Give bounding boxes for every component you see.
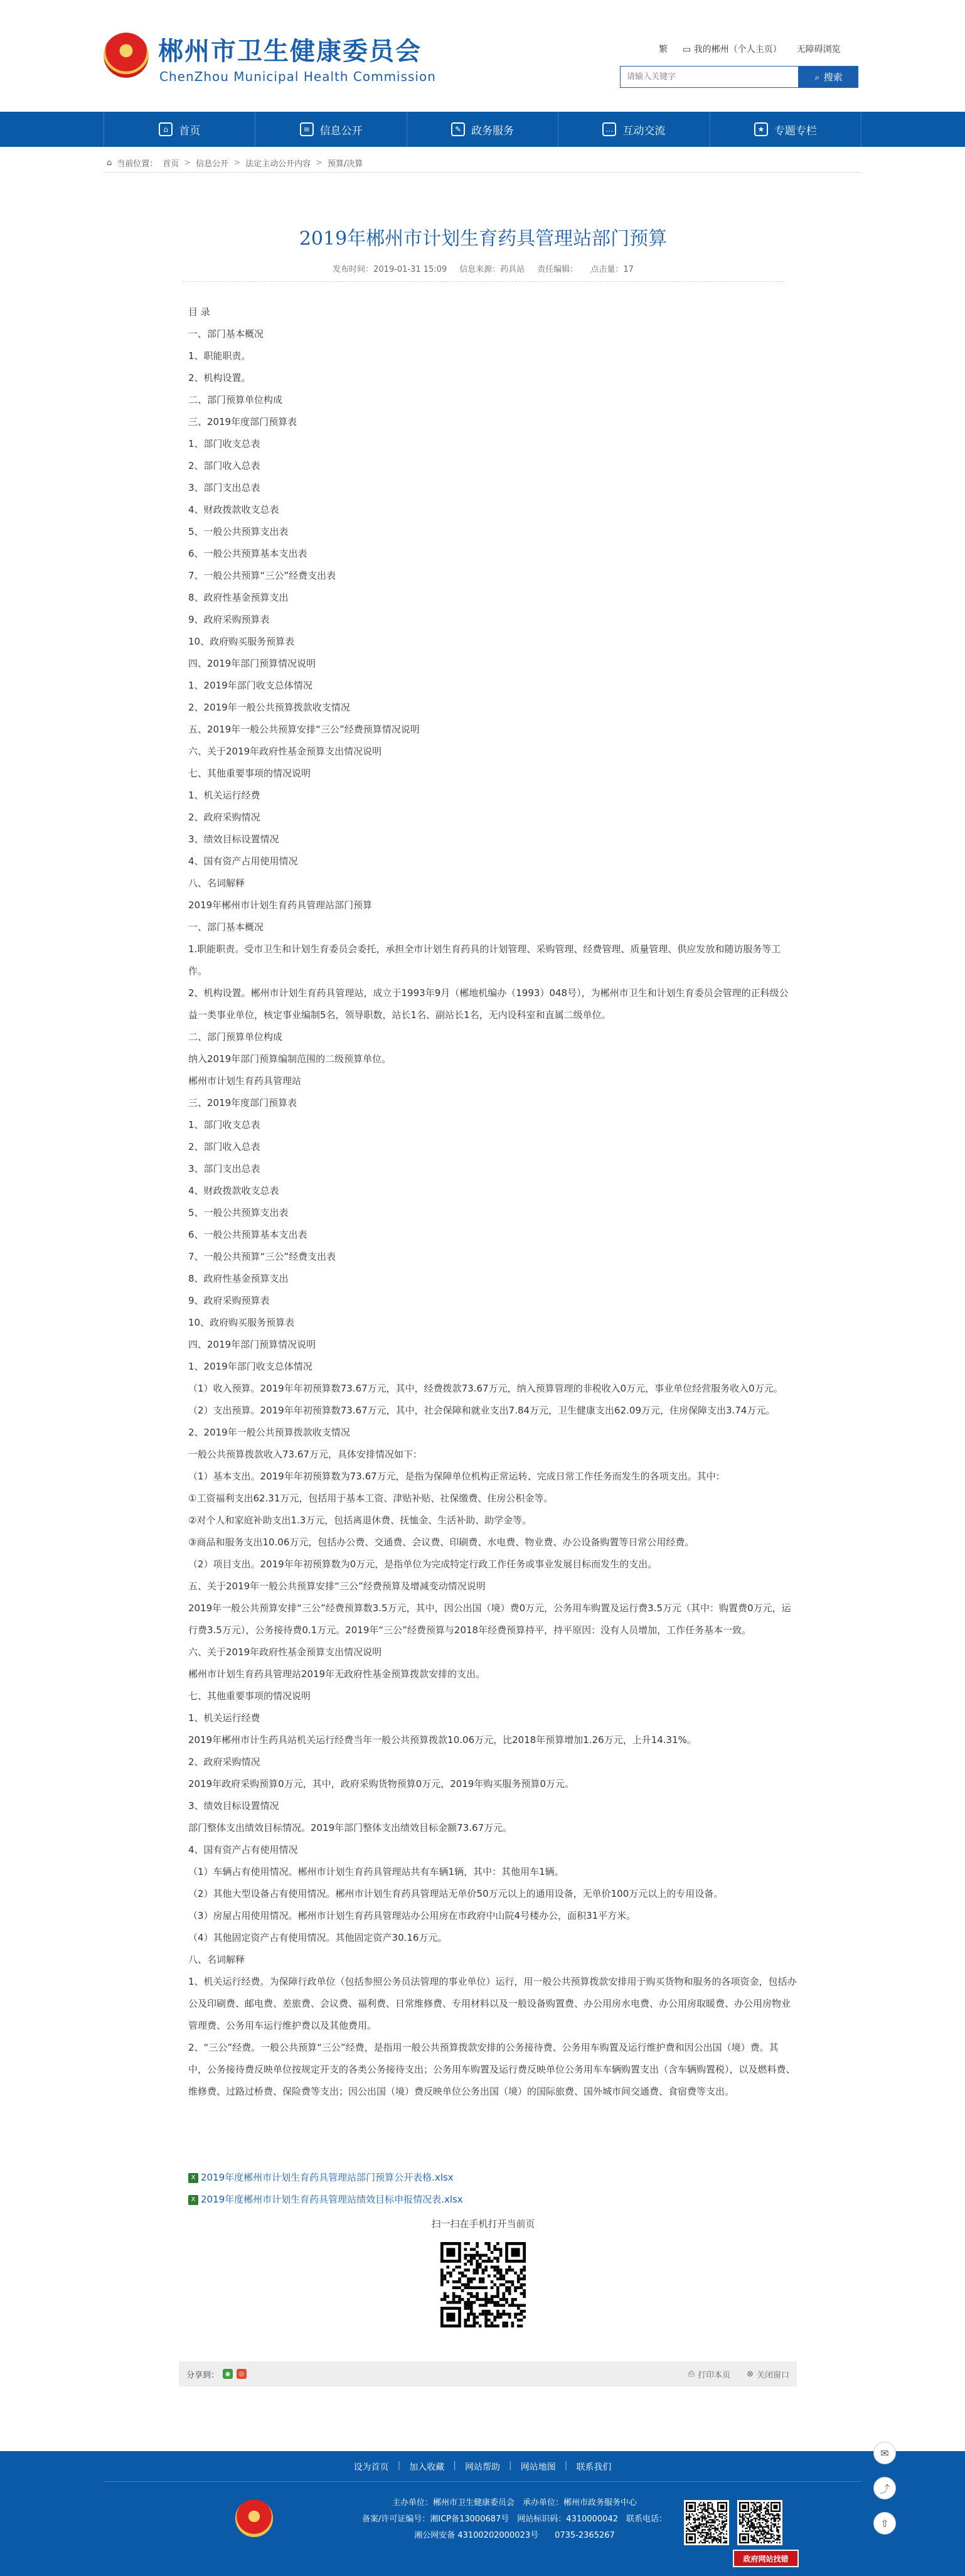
home-small-icon: ⌂ (107, 158, 112, 168)
article-paragraph: （1）车辆占有使用情况。郴州市计划生育药具管理站共有车辆1辆，其中：其他用车1辆。 (188, 1866, 564, 1877)
excel-file-icon: X (188, 2195, 198, 2205)
article-paragraph: 3、部门支出总表 (188, 1163, 260, 1174)
share-label: 分享到： (186, 2370, 220, 2380)
article-paragraph: 3、绩效目标设置情况 (188, 834, 279, 845)
attachment-link[interactable] (188, 2167, 797, 2189)
article-paragraph: （2）项目支出。2019年年初预算数为0万元，是指单位为完成特定行政工作任务或事业发展目标而发生的支出。 (188, 1559, 658, 1570)
close-window-button[interactable] (747, 2368, 789, 2380)
article-paragraph: 七、其他重要事项的情况说明 (188, 1690, 311, 1702)
page-qr-code (440, 2242, 526, 2327)
article-paragraph: 八、名词解释 (188, 1954, 245, 1965)
footer-icp: 备案/许可证编号：湘ICP备13000687号 网站标识码：4310000042 联系电话： (361, 2514, 667, 2524)
article-paragraph: 1、部门收支总表 (188, 1119, 260, 1130)
article-paragraph: ②对个人和家庭补助支出1.3万元，包括离退休费、抚恤金、生活补助、助学金等。 (188, 1515, 532, 1526)
edit-icon: ✎ (451, 122, 465, 136)
article-paragraph: 七、其他重要事项的情况说明 (188, 768, 311, 779)
nav-special-topics[interactable] (710, 112, 861, 147)
share-bar (179, 2361, 797, 2386)
article-paragraph: 2019年政府采购预算0万元，其中，政府采购货物预算0万元，2019年购买服务预算0万元。 (188, 1778, 574, 1790)
article-paragraph: 4、国有资产占有使用情况 (188, 1844, 298, 1855)
nav-info-public[interactable] (255, 112, 407, 147)
nav-gov-service-label: 政务服务 (471, 124, 514, 137)
article-paragraph: 八、名词解释 (188, 877, 245, 889)
party-gov-badge[interactable] (235, 2499, 273, 2537)
breadcrumb-separator: > (184, 158, 191, 168)
nav-gov-service[interactable] (407, 112, 558, 147)
article-paragraph: （1）收入预算。2019年年初预算数73.67万元，其中，经费拨款73.67万元，纳入预算管理的非税收入0万元，事业单位经营服务收入0万元。 (188, 1383, 783, 1394)
nav-home-label: 首页 (179, 124, 201, 137)
article-paragraph: 1、2019年部门收支总体情况 (188, 1361, 312, 1372)
article-paragraph: 四、2019年部门预算情况说明 (188, 658, 316, 669)
breadcrumb-budget[interactable]: 预算/决算 (328, 159, 363, 169)
article-paragraph: 9、政府采购预算表 (188, 1295, 270, 1306)
article-paragraph: 8、政府性基金预算支出 (188, 1273, 289, 1284)
article-paragraph: 5、一般公共预算支出表 (188, 526, 289, 537)
site-name-en: ChenZhou Municipal Health Commission (159, 69, 436, 84)
article-paragraph: 二、部门预算单位构成 (188, 394, 283, 405)
nav-home[interactable] (104, 112, 255, 147)
article-paragraph: 部门整体支出绩效目标情况。2019年部门整体支出绩效目标金额73.67万元。 (188, 1822, 513, 1833)
breadcrumb-statutory[interactable]: 法定主动公开内容 (245, 159, 311, 169)
article-paragraph: 9、政府采购预算表 (188, 614, 270, 625)
article-paragraph: ①工资福利支出62.31万元，包括用于基本工资、津贴补贴、社保缴费、住房公积金等。 (188, 1493, 553, 1504)
wechat-float-icon[interactable]: ✉ (873, 2442, 896, 2464)
article-paragraph: 五、关于2019年一般公共预算安排“三公”经费预算及增减变动情况说明 (188, 1580, 486, 1592)
article-paragraph: 6、一般公共预算基本支出表 (188, 1229, 307, 1240)
article-paragraph: 10、政府购买服务预算表 (188, 1317, 295, 1328)
nav-interaction-label: 互动交流 (622, 124, 666, 137)
article-paragraph: 5、一般公共预算支出表 (188, 1207, 289, 1218)
article-paragraph: 2、“三公”经费。一般公共预算“三公”经费，是指用一般公共预算拨款安排的公务接待费、公务用车购置及运行维护费和因公出国（境）费。其中，公务接待费反映单位按规定开支的各类公务接待支出；公务用车购置及运行费反映单位公务用车车辆购置支出（含车辆购置税），以及燃料费、维修费、过路过桥费、保险费等支出；因公出国（境）费反映单位公务出国（境）的国际旅费、国外城市间交通费、食宿费等支出。 (188, 2042, 796, 2097)
article-paragraph: 六、关于2019年政府性基金预算支出情况说明 (188, 1646, 382, 1658)
article-paragraph: 一般公共预算拨款收入73.67万元，具体安排情况如下： (188, 1449, 422, 1460)
article-paragraph: （2）其他大型设备占有使用情况。郴州市计划生育药具管理站无单价50万元以上的通用设备，无单价100万元以上的专用设备。 (188, 1888, 723, 1899)
article-paragraph: 2019年郴州市计划生育药具管理站部门预算 (188, 899, 373, 911)
breadcrumb-separator: > (233, 158, 241, 168)
print-label: 打印本页 (698, 2370, 731, 2380)
footer-separator: | (397, 2461, 401, 2471)
top-links (659, 43, 841, 55)
site-name-cn[interactable]: 郴州市卫生健康委员会 (158, 36, 422, 66)
main-nav (0, 112, 965, 147)
article-paragraph: ③商品和服务支出10.06万元，包括办公费、交通费、会议费、印刷费、水电费、物业费、办公设备购置等日常公用经费。 (188, 1537, 695, 1548)
site-header (0, 0, 965, 112)
nav-special-topics-label: 专题专栏 (774, 124, 817, 137)
article-paragraph: 2、政府采购情况 (188, 812, 260, 823)
breadcrumb-home[interactable]: 首页 (163, 159, 179, 169)
search-button-label: 搜索 (823, 72, 843, 83)
article-paragraph: 10、政府购买服务预算表 (188, 636, 295, 647)
home-icon: ⌂ (159, 122, 173, 136)
article-paragraph: 3、绩效目标设置情况 (188, 1800, 279, 1811)
back-to-top-icon[interactable]: ⇧ (873, 2512, 896, 2535)
article-paragraph: 2019年一般公共预算安排“三公”经费预算数3.5万元，其中，因公出国（境）费0万元，公务用车购置及运行费3.5万元（其中：购置费0万元，运行费3.5万元），公务接待费0.1万元。2019年“三公”经费预算与2018年经费预算持平，持平原因：没有人员增加，工作任务基本一致。 (188, 1602, 791, 1636)
article-paragraph: 五、2019年一般公共预算安排“三公”经费预算情况说明 (188, 724, 420, 735)
article-paragraph: 7、一般公共预算“三公”经费支出表 (188, 1251, 336, 1262)
article-paragraph: 1、部门收支总表 (188, 438, 260, 449)
share-float-icon[interactable]: ⤴ (873, 2477, 896, 2499)
article-paragraph: 2、机构设置。 (188, 372, 251, 384)
footer-info (339, 2495, 690, 2544)
article-paragraph: 2、2019年一般公共预算拨款收支情况 (188, 702, 350, 713)
article-paragraph: 1、机关运行经费。为保障行政单位（包括参照公务员法管理的事业单位）运行，用一般公共预算拨款安排用于购买货物和服务的各项资金，包括办公及印刷费、邮电费、差旅费、会议费、福利费、日常维修费、专用材料以及一般设备购置费、办公用房水电费、办公用房取暖费、办公用房物业管理费、公务用车运行维护费以及其他费用。 (188, 1976, 797, 2031)
article-paragraph: 2、2019年一般公共预算拨款收支情况 (188, 1427, 350, 1438)
article-paragraph: 2019年郴州市计生药具站机关运行经费当年一般公共预算拨款10.06万元，比2018年预算增加1.26万元，上升14.31%。 (188, 1734, 696, 1746)
article-paragraph: 2、政府采购情况 (188, 1756, 260, 1768)
info-icon: ≡ (300, 122, 314, 136)
footer-separator: | (453, 2461, 456, 2471)
article-paragraph: 1、职能职责。 (188, 350, 251, 362)
article-paragraph: 1、机关运行经费 (188, 1712, 260, 1724)
article-paragraph: 郴州市计划生育药具管理站2019年无政府性基金预算拨款安排的支出。 (188, 1668, 486, 1680)
article-paragraph: 一、部门基本概况 (188, 328, 264, 340)
weibo-share-icon[interactable]: ◎ (237, 2369, 247, 2379)
breadcrumb (107, 157, 363, 169)
traditional-chinese-link[interactable]: 繁 (659, 45, 668, 55)
close-icon: ⊗ (747, 2369, 754, 2379)
star-icon: ★ (754, 122, 768, 136)
gov-error-finder-badge[interactable]: 政府网站找错 (733, 2550, 799, 2567)
national-emblem-logo[interactable] (104, 33, 149, 78)
publish-time: 发布时间：2019-01-31 15:09 (333, 265, 447, 274)
article-paragraph: 8、政府性基金预算支出 (188, 592, 289, 603)
article-paragraph: 三、2019年度部门预算表 (188, 1097, 297, 1108)
footer-link-set-home[interactable]: 设为首页 (353, 2462, 389, 2472)
article-title: 2019年郴州市计划生育药具管理站部门预算 (299, 228, 668, 250)
wechat-share-icon[interactable]: ◉ (223, 2369, 233, 2379)
search-icon: ⌕ (814, 71, 820, 83)
article-paragraph: （1）基本支出。2019年年初预算数为73.67万元，是指为保障单位机构正常运转、完成日常工作任务而发生的各项支出。其中： (188, 1471, 725, 1482)
article-paragraph: 纳入2019年部门预算编制范围的二级预算单位。 (188, 1053, 392, 1065)
article-paragraph: （4）其他固定资产占有使用情况。其他固定资产30.16万元。 (188, 1932, 447, 1943)
article-paragraph: 2、机构设置。郴州市计划生育药具管理站，成立于1993年9月（郴地机编办（1993）048号），为郴州市卫生和计划生育委员会管理的正科级公益一类事业单位，核定事业编制5名，领导职数，站长1名、副站长1名，无内设科室和直属二级单位。 (188, 987, 789, 1021)
accessibility-link[interactable]: 无障碍浏览 (796, 45, 841, 55)
article-body (188, 301, 797, 2103)
article-paragraph: 2、部门收入总表 (188, 460, 260, 471)
article-paragraph: 一、部门基本概况 (188, 921, 264, 933)
printer-icon: ⎙ (688, 2369, 695, 2379)
article-paragraph: 1.职能职责。受市卫生和计划生育委员会委托，承担全市计划生育药具的计划管理、采购管理、经费管理、质量管理、供应发放和随访服务等工作。 (188, 943, 781, 977)
article-paragraph: 4、财政拨款收支总表 (188, 1185, 279, 1196)
close-label: 关闭窗口 (756, 2370, 789, 2380)
article-paragraph: （3）房屋占用使用情况。郴州市计划生育药具管理站办公用房在市政府中山院4号楼办公，面积31平方米。 (188, 1910, 636, 1921)
my-chenzhou-link[interactable] (683, 43, 782, 55)
footer-link-favorite[interactable]: 加入收藏 (409, 2462, 445, 2472)
article-paragraph: 三、2019年度部门预算表 (188, 416, 297, 427)
nav-interaction[interactable] (558, 112, 710, 147)
editor: 责任编辑： (537, 265, 578, 274)
article-paragraph: 2、部门收入总表 (188, 1141, 260, 1152)
side-tools (873, 2442, 896, 2547)
info-source: 信息来源：药具站 (459, 265, 525, 274)
article-paragraph: 4、财政拨款收支总表 (188, 504, 279, 515)
article-paragraph: 二、部门预算单位构成 (188, 1031, 283, 1043)
breadcrumb-info-public[interactable]: 信息公开 (196, 159, 229, 169)
footer-divider (104, 2481, 861, 2482)
article-paragraph: 1、机关运行经费 (188, 790, 260, 801)
attachment-name: 2019年度郴州市计划生育药具管理站部门预算公开表格.xlsx (201, 2172, 454, 2183)
attachment-name: 2019年度郴州市计划生育药具管理站绩效目标申报情况表.xlsx (201, 2194, 463, 2205)
footer-link-help[interactable]: 网站帮助 (465, 2462, 500, 2472)
footer-link-sitemap[interactable]: 网站地图 (520, 2462, 556, 2472)
breadcrumb-divider (104, 172, 861, 173)
chat-icon: … (602, 122, 616, 136)
search-input[interactable] (620, 66, 799, 88)
my-chenzhou-label: 我的郴州（个人主页） (693, 45, 782, 55)
article-paragraph: 7、一般公共预算“三公”经费支出表 (188, 570, 336, 581)
footer-link-contact[interactable]: 联系我们 (576, 2462, 612, 2472)
article-paragraph: 4、国有资产占用使用情况 (188, 856, 298, 867)
footer-host: 主办单位：郴州市卫生健康委员会 承办单位：郴州市政务服务中心 (392, 2498, 637, 2508)
article-paragraph: 郴州市计划生育药具管理站 (188, 1075, 302, 1087)
footer-links (0, 2461, 965, 2473)
wechat-qr-code (684, 2500, 729, 2545)
article-paragraph: （2）支出预算。2019年年初预算数73.67万元，其中，社会保障和就业支出7.84万元，卫生健康支出62.09万元，住房保障支出3.74万元。 (188, 1405, 776, 1416)
breadcrumb-label: 当前位置： (117, 159, 158, 169)
attachment-link[interactable] (188, 2189, 797, 2211)
nav-info-public-label: 信息公开 (319, 124, 363, 137)
article-paragraph: 6、一般公共预算基本支出表 (188, 548, 307, 559)
article-meta (154, 262, 813, 274)
app-qr-code (737, 2500, 782, 2545)
article-paragraph: 1、2019年部门收支总体情况 (188, 680, 312, 691)
print-button[interactable] (688, 2368, 730, 2380)
qr-label: 扫一扫在手机打开当前页 (431, 2218, 535, 2230)
footer-separator: | (509, 2461, 512, 2471)
excel-file-icon: X (188, 2173, 198, 2183)
article-paragraph: 六、关于2019年政府性基金预算支出情况说明 (188, 746, 382, 757)
search-button[interactable] (799, 66, 858, 88)
article-paragraph: 3、部门支出总表 (188, 482, 260, 493)
footer-separator: | (564, 2461, 568, 2471)
meta-divider (182, 281, 784, 282)
article-paragraph: 四、2019年部门预算情况说明 (188, 1339, 316, 1350)
monitor-icon: ▭ (683, 45, 691, 55)
attachments (188, 2167, 797, 2211)
article-paragraph: 目 录 (188, 306, 210, 318)
footer-police-record: 湘公网安备 43100202000023号 0735-2365267 (414, 2531, 615, 2540)
breadcrumb-separator: > (316, 158, 323, 168)
click-count: 点击量：17 (590, 265, 634, 274)
